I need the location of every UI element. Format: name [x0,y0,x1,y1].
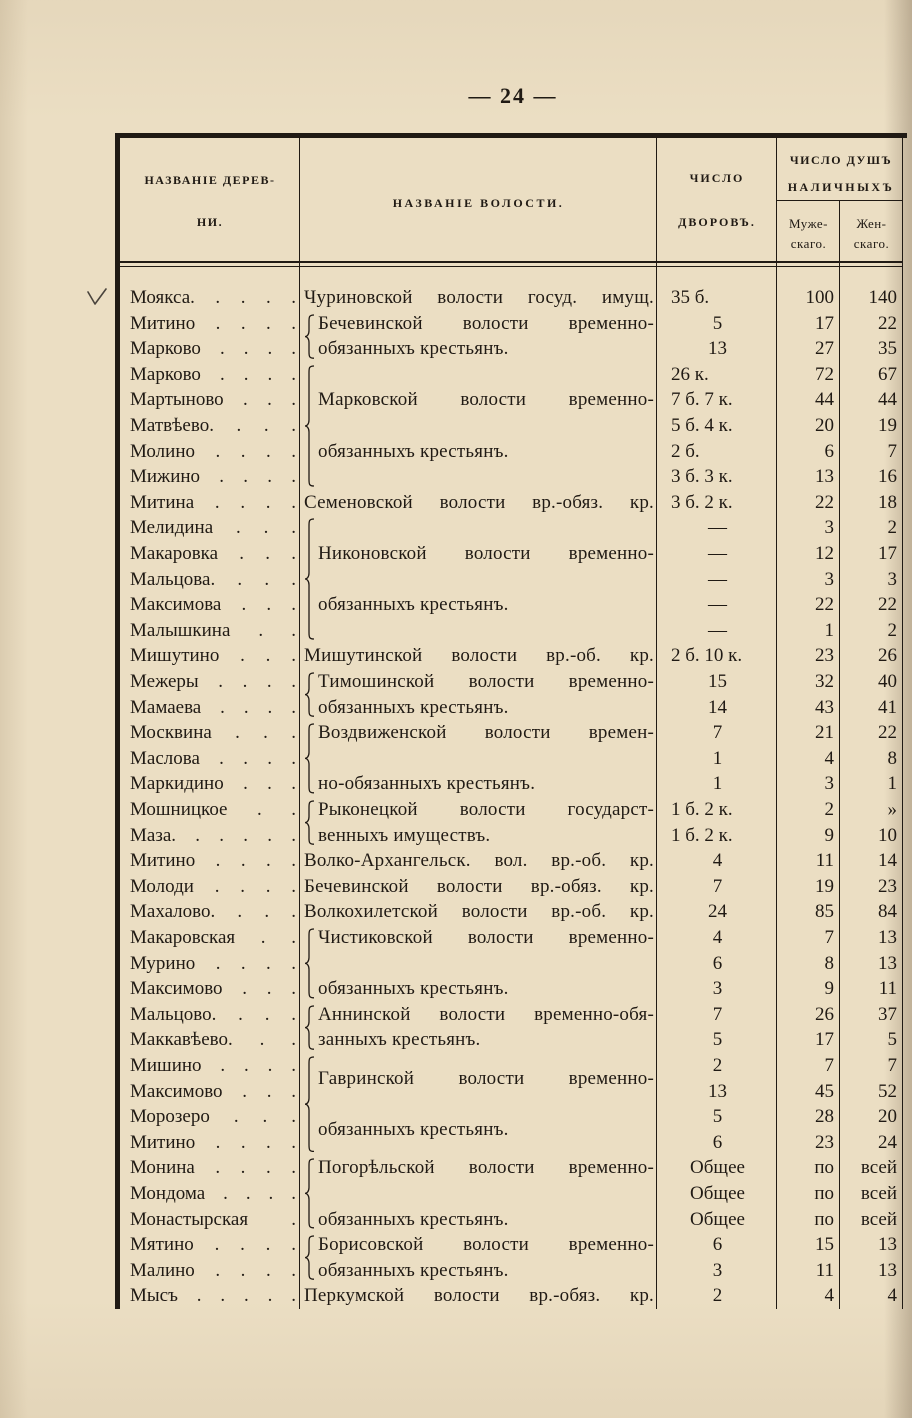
male-souls-count: 9 [824,978,834,1000]
male-souls-count: 28 [815,1106,834,1128]
table-row [0,1181,912,1207]
village-name: Маслова . . . . [130,747,296,769]
male-souls-count: 8 [824,952,834,974]
households-count: 3 б. 3 к. [671,466,733,488]
male-souls-count: 11 [815,850,834,872]
table-row [0,464,912,490]
male-souls-count: 4 [824,747,834,769]
households-count: 4 [712,850,723,872]
volost-name: Воздвиженской волости времен- [318,722,654,744]
female-souls-count: 7 [887,440,897,462]
households-count: — [708,568,727,590]
village-name: Митина . . . . [130,491,296,513]
female-souls-count: 13 [878,1234,897,1256]
female-souls-count: 40 [878,671,897,692]
male-souls-count: 19 [815,875,834,897]
village-name: Малино . . . . [130,1259,296,1281]
village-name: Мишутино . . . [130,645,296,667]
male-souls-count: 7 [824,1055,834,1076]
volost-brace [304,365,316,487]
female-souls-count: 10 [878,824,897,846]
volost-name: Чистиковской волости временно- [318,927,654,948]
households-count: 1 б. 2 к. [671,799,733,820]
male-souls-count: 32 [815,671,834,692]
male-souls-count: 9 [824,824,834,846]
households-count: 6 [712,1131,723,1153]
male-souls-count: 13 [815,466,834,488]
village-name: Маркидино . . . [130,773,296,795]
female-souls-count: всей [860,1183,897,1204]
households-count: — [708,517,727,539]
volost-brace [304,1056,316,1152]
volost-brace [304,672,316,717]
female-souls-count: 13 [878,927,897,948]
households-count: 5 [712,312,723,334]
male-souls-count: 23 [815,645,834,667]
header-bottom-rule [120,261,903,263]
page-number: — 24 — [468,83,558,108]
table-row [0,618,912,644]
households-count: Общее [690,1157,745,1179]
female-souls-count: 26 [878,645,897,667]
female-souls-count: 5 [887,1029,897,1051]
female-souls-count: 37 [878,1003,897,1025]
female-souls-count: всей [860,1157,897,1179]
households-count: 35 б. [671,287,710,308]
female-souls-count: 67 [878,363,897,385]
male-souls-count: 7 [824,927,834,948]
table-row [0,362,912,388]
male-souls-count: 72 [815,363,834,385]
male-souls-count: 22 [815,594,834,616]
volost-name: венныхъ имуществъ. [318,824,491,846]
female-souls-count: 20 [878,1106,897,1128]
village-name: Мартыново . . . [130,389,296,411]
female-souls-count: » [887,799,897,820]
female-souls-count: 7 [887,1055,897,1076]
households-count: — [708,543,727,564]
male-souls-count: 2 [824,799,834,820]
female-souls-count: 44 [878,389,897,411]
male-souls-count: по [814,1157,834,1179]
households-count: 5 [712,1029,723,1051]
volost-name: Аннинской волости временно-обя- [318,1003,654,1025]
households-count: 1 [712,747,723,769]
volost-name: Бечевинской волости вр.-обяз. кр. [304,875,654,897]
male-souls-count: 27 [815,338,834,360]
households-count: 6 [712,1234,723,1256]
volost-name: занныхъ крестьянъ. [318,1029,481,1051]
village-name: Максимово . . . [130,1080,296,1102]
female-souls-count: 17 [878,543,897,564]
volost-name: Тимошинской волости временно- [318,671,654,692]
female-souls-count: 23 [878,875,897,897]
village-name: Максимово . . . [130,978,296,1000]
households-count: 1 б. 2 к. [671,824,733,846]
male-souls-count: 26 [815,1003,834,1025]
village-name: Маккавѣево. . . [130,1029,296,1051]
village-name: Моякса. . . . . [130,287,296,308]
volost-brace [304,1158,316,1229]
female-souls-count: 24 [878,1131,897,1153]
column-header-volost: НАЗВАНІЕ ВОЛОСТИ. [392,196,565,210]
column-header-village: НИ. [196,215,224,229]
column-header-souls: ЧИСЛО ДУШЪ [789,153,893,167]
households-count: 13 [708,338,727,360]
female-souls-count: 22 [878,312,897,334]
village-name: Митино . . . . [130,1131,296,1153]
volost-name: Волкохилетской волости вр.-об. кр. [304,901,654,923]
village-name: Мальцова. . . . [130,568,296,590]
households-count: 14 [708,696,727,718]
female-souls-count: 41 [878,696,897,718]
volost-name: Бечевинской волости временно- [318,312,654,334]
village-name: Мошницкое . . [130,799,296,820]
female-souls-count: 35 [878,338,897,360]
volost-brace [304,723,316,794]
column-header-male: Муже- [789,216,828,231]
volost-brace [304,1235,316,1280]
female-souls-count: 1 [887,773,897,795]
village-name: Марково . . . . [130,363,296,385]
households-count: 5 б. 4 к. [671,415,733,436]
village-name: Мелидина . . . [130,517,296,539]
volost-name: обязанныхъ крестьянъ. [318,1119,509,1140]
households-count: 2 б. [671,440,700,462]
volost-name: Погорѣльской волости временно- [318,1157,654,1179]
households-count: 3 [712,978,723,1000]
male-souls-count: 4 [824,1285,834,1307]
households-count: — [708,594,727,616]
village-name: Мондома . . . . [130,1183,296,1204]
female-souls-count: 18 [878,491,897,513]
households-count: — [708,619,727,641]
female-souls-count: 52 [878,1080,897,1102]
village-name: Матвѣево. . . . [130,415,296,436]
female-souls-count: 13 [878,952,897,974]
male-souls-count: 23 [815,1131,834,1153]
female-souls-count: 19 [878,415,897,436]
header-bottom-rule [120,266,903,267]
table-row [0,515,912,541]
column-header-female: Жен- [856,216,887,231]
households-count: Общее [690,1183,745,1204]
volost-brace [304,518,316,640]
village-name: Мишино . . . . [130,1055,296,1076]
male-souls-count: 3 [824,773,834,795]
volost-name: Борисовской волости временно- [318,1234,654,1256]
female-souls-count: 16 [878,466,897,488]
village-name: Молоди . . . . [130,875,296,897]
households-count: 2 б. 10 к. [671,645,743,667]
volost-brace [304,928,316,999]
households-count: 4 [712,927,723,948]
table-row [0,746,912,772]
volost-name: Мишутинской волости вр.-об. кр. [304,645,654,667]
table-row [0,567,912,593]
column-header-village: НАЗВАНІЕ ДЕРЕВ- [144,173,276,187]
male-souls-count: 3 [824,568,834,590]
households-count: 2 [712,1285,723,1307]
female-souls-count: 4 [887,1285,897,1307]
male-souls-count: 11 [815,1259,834,1281]
female-souls-count: 84 [878,901,897,923]
village-name: Морозеро . . . [130,1106,296,1128]
village-name: Максимова . . . [130,594,296,616]
female-souls-count: 2 [887,517,897,539]
village-name: Мурино . . . . [130,952,296,974]
column-header-households: ДВОРОВЪ. [678,215,756,229]
volost-name: обязанныхъ крестьянъ. [318,594,509,616]
male-souls-count: 43 [815,696,834,718]
male-souls-count: 20 [815,415,834,436]
households-count: 7 б. 7 к. [671,389,733,411]
volost-name: но-обязанныхъ крестьянъ. [318,773,536,795]
male-souls-count: 17 [815,312,834,334]
households-count: 1 [712,773,723,795]
volost-name: обязанныхъ крестьянъ. [318,440,509,462]
village-name: Мамаева . . . . [130,696,296,718]
volost-name: Чуриновской волости госуд. имущ. [304,287,654,308]
female-souls-count: всей [860,1208,897,1230]
households-count: 13 [708,1080,727,1102]
village-name: Макаровка . . . [130,543,296,564]
souls-header-rule [777,200,903,201]
male-souls-count: 17 [815,1029,834,1051]
volost-brace [304,1005,316,1050]
male-souls-count: 44 [815,389,834,411]
female-souls-count: 11 [878,978,897,1000]
households-count: 3 [712,1259,723,1281]
households-count: 26 к. [671,363,709,385]
table-row [0,951,912,977]
households-count: 5 [712,1106,723,1128]
male-souls-count: 85 [815,901,834,923]
volost-brace [304,800,316,845]
table-top-border [115,133,907,138]
village-name: Макаровская . . [130,927,296,948]
male-souls-count: 1 [824,619,834,641]
village-name: Мальцово. . . . [130,1003,296,1025]
female-souls-count: 8 [887,747,897,769]
male-souls-count: по [814,1183,834,1204]
households-count: 7 [712,875,723,897]
village-name: Монастырская . [130,1208,296,1230]
village-name: Маза. . . . . . [130,824,296,846]
female-souls-count: 140 [868,287,897,308]
village-name: Махалово. . . . [130,901,296,923]
male-souls-count: 22 [815,491,834,513]
households-count: 6 [712,952,723,974]
male-souls-count: 21 [815,722,834,744]
male-souls-count: 6 [824,440,834,462]
male-souls-count: 45 [815,1080,834,1102]
village-name: Митино . . . . [130,850,296,872]
village-name: Москвина . . . [130,722,296,744]
village-name: Марково . . . . [130,338,296,360]
female-souls-count: 13 [878,1259,897,1281]
male-souls-count: по [814,1208,834,1230]
volost-name: обязанныхъ крестьянъ. [318,696,509,718]
table-row [0,413,912,439]
volost-name: Гавринской волости временно- [318,1067,654,1089]
village-name: Митино . . . . [130,312,296,334]
village-name: Межеры . . . . [130,671,296,692]
female-souls-count: 2 [887,619,897,641]
volost-name: обязанныхъ крестьянъ. [318,978,509,1000]
volost-name: Рыконецкой волости государст- [318,799,654,820]
households-count: 2 [712,1055,723,1076]
volost-name: Никоновской волости временно- [318,543,654,564]
male-souls-count: 100 [805,287,834,308]
households-count: 7 [712,722,723,744]
female-souls-count: 14 [878,850,897,872]
village-name: Мижино . . . . [130,466,296,488]
female-souls-count: 22 [878,722,897,744]
households-count: 7 [712,1003,723,1025]
village-name: Малышкина . . [130,619,296,641]
village-name: Мысъ . . . . . [130,1285,296,1307]
volost-name: обязанныхъ крестьянъ. [318,1208,509,1230]
volost-name: Перкумской волости вр.-обяз. кр. [304,1285,654,1307]
volost-name: обязанныхъ крестьянъ. [318,338,509,360]
volost-name: Волко-Архангельск. вол. вр.-об. кр. [304,850,654,872]
volost-name: Марковской волости временно- [318,389,654,411]
village-name: Молино . . . . [130,440,296,462]
male-souls-count: 3 [824,517,834,539]
volost-name: обязанныхъ крестьянъ. [318,1259,509,1281]
column-header-souls: НАЛИЧНЫХЪ [787,180,895,194]
households-count: 24 [708,901,727,923]
column-header-female: скаго. [853,236,890,251]
male-souls-count: 15 [815,1234,834,1256]
column-header-male: скаго. [790,236,827,251]
female-souls-count: 3 [887,568,897,590]
households-count: 3 б. 2 к. [671,491,733,513]
column-header-households: ЧИСЛО [689,171,745,185]
male-souls-count: 12 [815,543,834,564]
households-count: Общее [690,1208,745,1230]
households-count: 15 [708,671,727,692]
village-name: Монина . . . . [130,1157,296,1179]
volost-name: Семеновской волости вр.-обяз. кр. [304,491,654,513]
volost-brace [304,314,316,359]
female-souls-count: 22 [878,594,897,616]
village-name: Мятино . . . . [130,1234,296,1256]
